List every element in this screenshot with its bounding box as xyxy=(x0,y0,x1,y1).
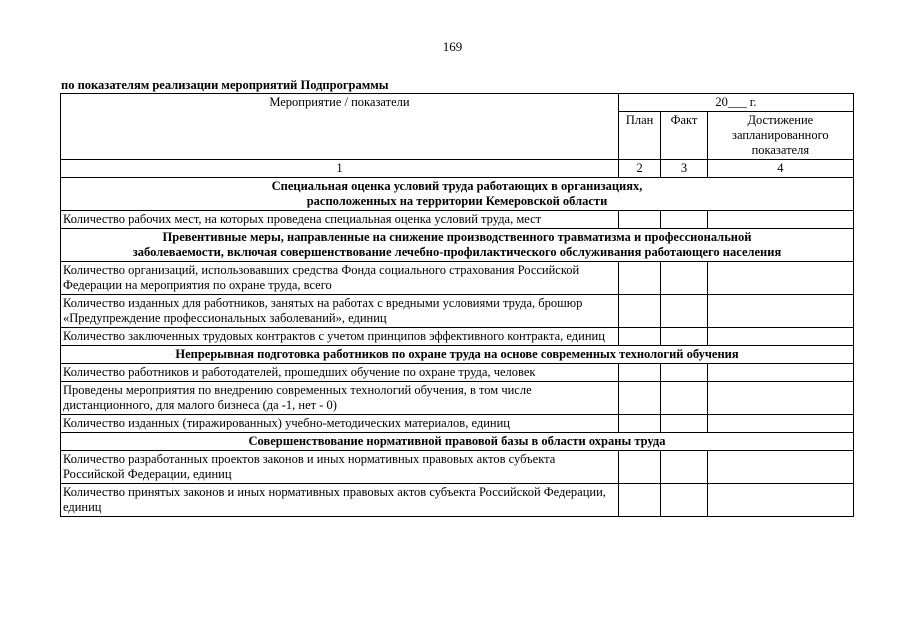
indicator-name: Количество принятых законов и иных нормативных правовых актов субъекта Российской Федерации, единиц xyxy=(61,484,619,517)
achievement-cell xyxy=(707,415,853,433)
section-title xyxy=(61,433,854,451)
fact-cell xyxy=(661,484,707,517)
table-row xyxy=(61,451,854,484)
table-row xyxy=(61,484,854,517)
achievement-cell xyxy=(707,484,853,517)
fact-cell xyxy=(661,415,707,433)
header-number-4: 4 xyxy=(707,160,853,178)
table-row xyxy=(61,262,854,295)
plan-cell xyxy=(618,484,660,517)
section-title-line: Специальная оценка условий труда работающих в организациях, xyxy=(271,179,643,193)
table-row xyxy=(61,211,854,229)
header-event: Мероприятие / показатели xyxy=(61,94,619,160)
fact-cell xyxy=(661,451,707,484)
indicator-name: Количество заключенных трудовых контрактов с учетом принципов эффективного контракта, единиц xyxy=(61,328,619,346)
plan-cell xyxy=(618,451,660,484)
plan-cell xyxy=(618,295,660,328)
page-number: 169 xyxy=(442,39,463,54)
section-title xyxy=(61,178,854,211)
indicator-name: Количество изданных (тиражированных) учебно-методических материалов, единиц xyxy=(61,415,619,433)
section-title xyxy=(61,346,854,364)
indicator-name: Количество изданных для работников, занятых на работах с вредными условиями труда, брошюр «Предупреждение профессиональных заболеваний», единиц xyxy=(61,295,619,328)
achievement-cell xyxy=(707,364,853,382)
achievement-cell xyxy=(707,382,853,415)
plan-cell xyxy=(618,382,660,415)
plan-cell xyxy=(618,415,660,433)
fact-cell xyxy=(661,211,707,229)
table-row xyxy=(61,382,854,415)
section-row xyxy=(61,346,854,364)
section-title-line: расположенных на территории Кемеровской области xyxy=(306,194,608,208)
section-title-line: заболеваемости, включая совершенствование лечебно-профилактического обслуживания работающего населения xyxy=(132,245,782,259)
header-fact: Факт xyxy=(661,112,707,160)
fact-cell xyxy=(661,262,707,295)
fact-cell xyxy=(661,364,707,382)
table-caption: по показателям реализации мероприятий Подпрограммы xyxy=(61,78,389,92)
fact-cell xyxy=(661,328,707,346)
table-row xyxy=(61,415,854,433)
indicator-name: Количество организаций, использовавших средства Фонда социального страхования Российской Федерации на мероприятия по охране труда, всего xyxy=(61,262,619,295)
indicator-name: Количество работников и работодателей, прошедших обучение по охране труда, человек xyxy=(61,364,619,382)
section-row xyxy=(61,433,854,451)
table-row xyxy=(61,295,854,328)
achievement-cell xyxy=(707,262,853,295)
section-title-line: Непрерывная подготовка работников по охране труда на основе современных технологий обучения xyxy=(175,347,739,361)
table-row xyxy=(61,328,854,346)
header-number-3: 3 xyxy=(661,160,707,178)
plan-cell xyxy=(618,262,660,295)
plan-cell xyxy=(618,328,660,346)
header-number-1: 1 xyxy=(61,160,619,178)
fact-cell xyxy=(661,382,707,415)
section-title xyxy=(61,229,854,262)
indicators-table xyxy=(60,93,854,517)
achievement-cell xyxy=(707,328,853,346)
header-year: 20___ г. xyxy=(618,94,853,112)
achievement-cell xyxy=(707,451,853,484)
indicator-name: Проведены мероприятия по внедрению современных технологий обучения, в том числе дистанционного, для малого бизнеса (да -1, нет - 0) xyxy=(61,382,619,415)
header-plan: План xyxy=(618,112,660,160)
indicator-name: Количество рабочих мест, на которых проведена специальная оценка условий труда, мест xyxy=(61,211,619,229)
achievement-cell xyxy=(707,211,853,229)
header-achievement: Достижение запланированного показателя xyxy=(707,112,853,160)
table-row xyxy=(61,364,854,382)
achievement-cell xyxy=(707,295,853,328)
section-row xyxy=(61,229,854,262)
section-row xyxy=(61,178,854,211)
indicator-name: Количество разработанных проектов законов и иных нормативных правовых актов субъекта Российской Федерации, единиц xyxy=(61,451,619,484)
plan-cell xyxy=(618,364,660,382)
fact-cell xyxy=(661,295,707,328)
header-number-2: 2 xyxy=(618,160,660,178)
section-title-line: Совершенствование нормативной правовой базы в области охраны труда xyxy=(248,434,666,448)
plan-cell xyxy=(618,211,660,229)
section-title-line: Превентивные меры, направленные на снижение производственного травматизма и профессиональной xyxy=(162,230,752,244)
